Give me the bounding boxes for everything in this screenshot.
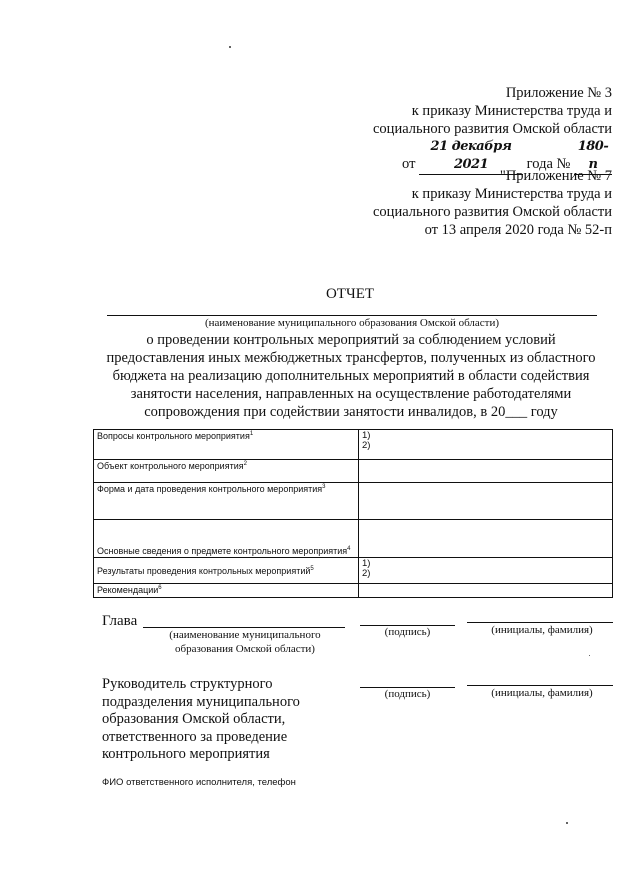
table-row xyxy=(94,520,613,558)
handwritten-number: 180-п xyxy=(574,138,612,175)
appendix-7-order-line: к приказу Министерства труда и xyxy=(411,186,612,202)
table-row xyxy=(94,483,613,520)
municipality-caption: (наименование муниципального образования Омской области) xyxy=(204,317,500,329)
head-caption-line: образования Омской области) xyxy=(175,643,315,655)
appendix-7-ministry-line: социального развития Омской области xyxy=(373,204,612,220)
manager-label-line: подразделения муниципального xyxy=(102,693,300,710)
manager-label-line: образования Омской области, xyxy=(102,711,286,727)
description-line: сопровождения при содействии занятости инвалидов, в 20___ году xyxy=(144,404,558,420)
description-line: бюджета на реализацию дополнительных мероприятий в области содействия xyxy=(112,368,590,384)
head-initials-caption: (инициалы, фамилия) xyxy=(491,624,593,636)
appendix-7-title: "Приложение № 7 xyxy=(499,168,612,184)
manager-label-line: Руководитель структурного xyxy=(102,676,273,692)
manager-label-line: контрольного мероприятия xyxy=(102,746,270,762)
municipality-name-line xyxy=(107,315,597,316)
row-value xyxy=(359,483,613,520)
head-caption xyxy=(130,628,360,656)
appendix-3-order-line: к приказу Министерства труда и xyxy=(411,103,612,119)
table-row xyxy=(94,460,613,483)
report-description xyxy=(60,331,640,421)
appendix-3-block xyxy=(282,84,612,175)
scan-speck xyxy=(566,822,568,824)
responsible-contact-label: ФИО ответственного исполнителя, телефон xyxy=(102,777,296,788)
report-title: ОТЧЕТ xyxy=(325,286,375,302)
row-value xyxy=(359,584,613,598)
manager-initials-caption: (инициалы, фамилия) xyxy=(491,687,593,699)
row-label: Вопросы контрольного мероприятия$^1$ xyxy=(94,430,359,460)
table-row xyxy=(94,584,613,598)
appendix-7-date-line: от 13 апреля 2020 года № 52-п xyxy=(424,222,612,238)
date-prefix: от xyxy=(402,156,416,172)
handwritten-date: 21 декабря 2021 xyxy=(419,138,523,175)
row-label: Основные сведения о предмете контрольного мероприятия$^4$ xyxy=(94,520,359,558)
scan-speck xyxy=(589,655,590,656)
row-value xyxy=(359,520,613,558)
row-value: 1) 2) xyxy=(359,430,613,460)
year-label: года № xyxy=(526,156,571,172)
description-line: о проведении контрольных мероприятий за соблюдением условий xyxy=(146,332,556,348)
head-label: Глава xyxy=(102,613,138,629)
manager-signature-caption: (подпись) xyxy=(384,688,431,700)
description-line: предоставления иных межбюджетных трансфертов, полученных из областного xyxy=(106,350,596,366)
manager-label xyxy=(102,676,300,764)
table-row xyxy=(94,430,613,460)
appendix-3-ministry-line: социального развития Омской области xyxy=(373,121,612,137)
appendix-7-block xyxy=(282,167,612,239)
row-label: Результаты проведения контрольных мероприятий$^5$ xyxy=(94,558,359,584)
head-initials-line xyxy=(467,622,613,623)
row-value xyxy=(359,460,613,483)
row-label: Форма и дата проведения контрольного мероприятия$^3$ xyxy=(94,483,359,520)
control-measures-table xyxy=(93,429,613,598)
row-value: 1) 2) xyxy=(359,558,613,584)
description-line: занятости населения, направленных на осуществление работодателями xyxy=(130,386,572,402)
manager-initials-line xyxy=(467,685,613,686)
row-label: Рекомендации$^6$ xyxy=(94,584,359,598)
head-signature-caption: (подпись) xyxy=(384,626,431,638)
row-label: Объект контрольного мероприятия$^2$ xyxy=(94,460,359,483)
table-row xyxy=(94,558,613,584)
head-caption-line: (наименование муниципального xyxy=(169,629,321,641)
manager-label-line: ответственного за проведение xyxy=(102,728,288,745)
scan-speck xyxy=(229,46,231,48)
appendix-3-title: Приложение № 3 xyxy=(505,85,612,101)
